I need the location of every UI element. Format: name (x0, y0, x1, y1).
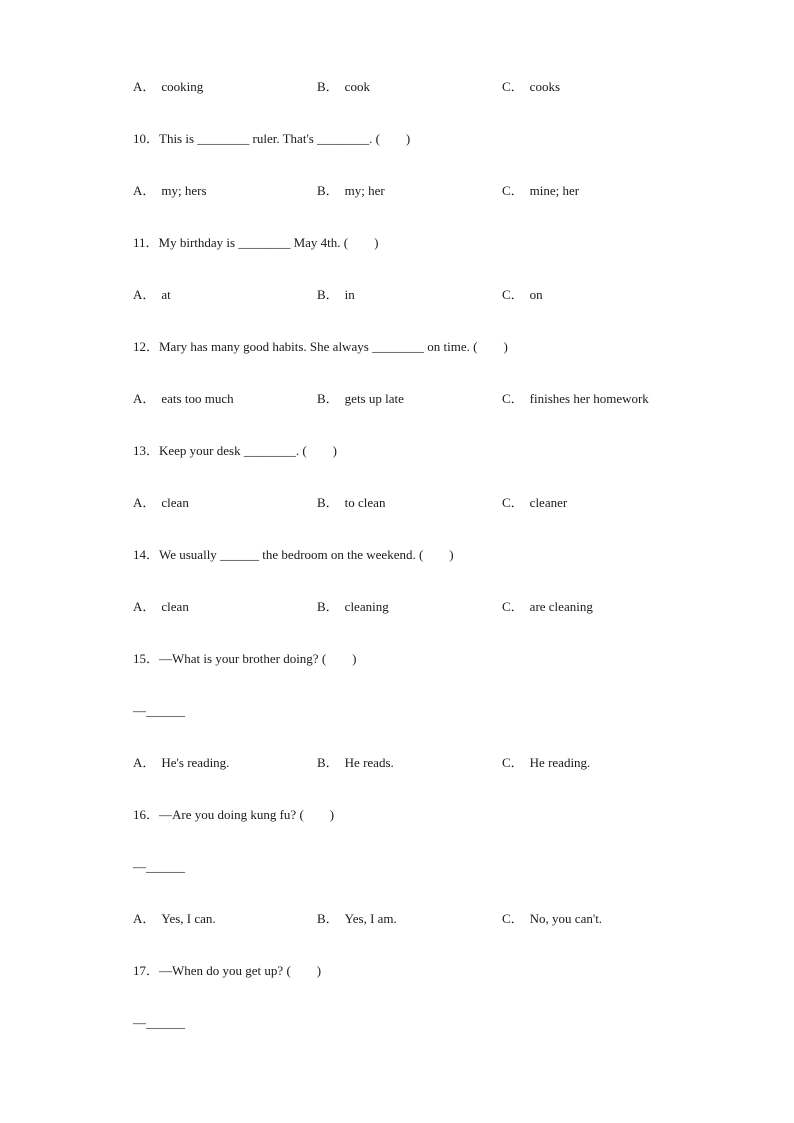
q10-option-c: C． mine; her (502, 183, 580, 198)
q15-option-c: C． He reading. (502, 755, 591, 770)
q16-option-b: B． Yes, I am. (317, 911, 397, 926)
q11-option-b: B． in (317, 287, 355, 302)
q13-option-a: A． clean (133, 495, 189, 510)
q16-answer-line: —______ (133, 859, 185, 874)
q9-option-a: A． cooking (133, 79, 204, 94)
q14-option-a: A． clean (133, 599, 189, 614)
q11-option-a: A． at (133, 287, 171, 302)
q13-stem: 13．Keep your desk ________. ( ) (133, 443, 337, 458)
q14-stem: 14．We usually ______ the bedroom on the weekend. ( ) (133, 547, 454, 562)
q16-option-a: A． Yes, I can. (133, 911, 216, 926)
q15-answer-line: —______ (133, 703, 185, 718)
q12-option-b: B． gets up late (317, 391, 404, 406)
q15-option-b: B． He reads. (317, 755, 394, 770)
q11-stem: 11．My birthday is ________ May 4th. ( ) (133, 235, 379, 250)
q14-option-b: B． cleaning (317, 599, 389, 614)
q9-option-c: C． cooks (502, 79, 561, 94)
q17-stem: 17．—When do you get up? ( ) (133, 963, 322, 978)
q16-option-c: C． No, you can't. (502, 911, 603, 926)
q10-stem: 10．This is ________ ruler. That's ________. ( ) (133, 131, 411, 146)
q14-option-c: C． are cleaning (502, 599, 593, 614)
q12-option-a: A． eats too much (133, 391, 234, 406)
q12-option-c: C． finishes her homework (502, 391, 649, 406)
q15-stem: 15．—What is your brother doing? ( ) (133, 651, 357, 666)
q12-stem: 12．Mary has many good habits. She always ________ on time. ( ) (133, 339, 508, 354)
q11-option-c: C． on (502, 287, 543, 302)
q15-option-a: A． He's reading. (133, 755, 230, 770)
q10-option-b: B． my; her (317, 183, 385, 198)
q17-answer-line: —______ (133, 1015, 185, 1030)
q10-option-a: A． my; hers (133, 183, 207, 198)
q13-option-b: B． to clean (317, 495, 386, 510)
q13-option-c: C． cleaner (502, 495, 568, 510)
q9-option-b: B． cook (317, 79, 370, 94)
q16-stem: 16．—Are you doing kung fu? ( ) (133, 807, 335, 822)
